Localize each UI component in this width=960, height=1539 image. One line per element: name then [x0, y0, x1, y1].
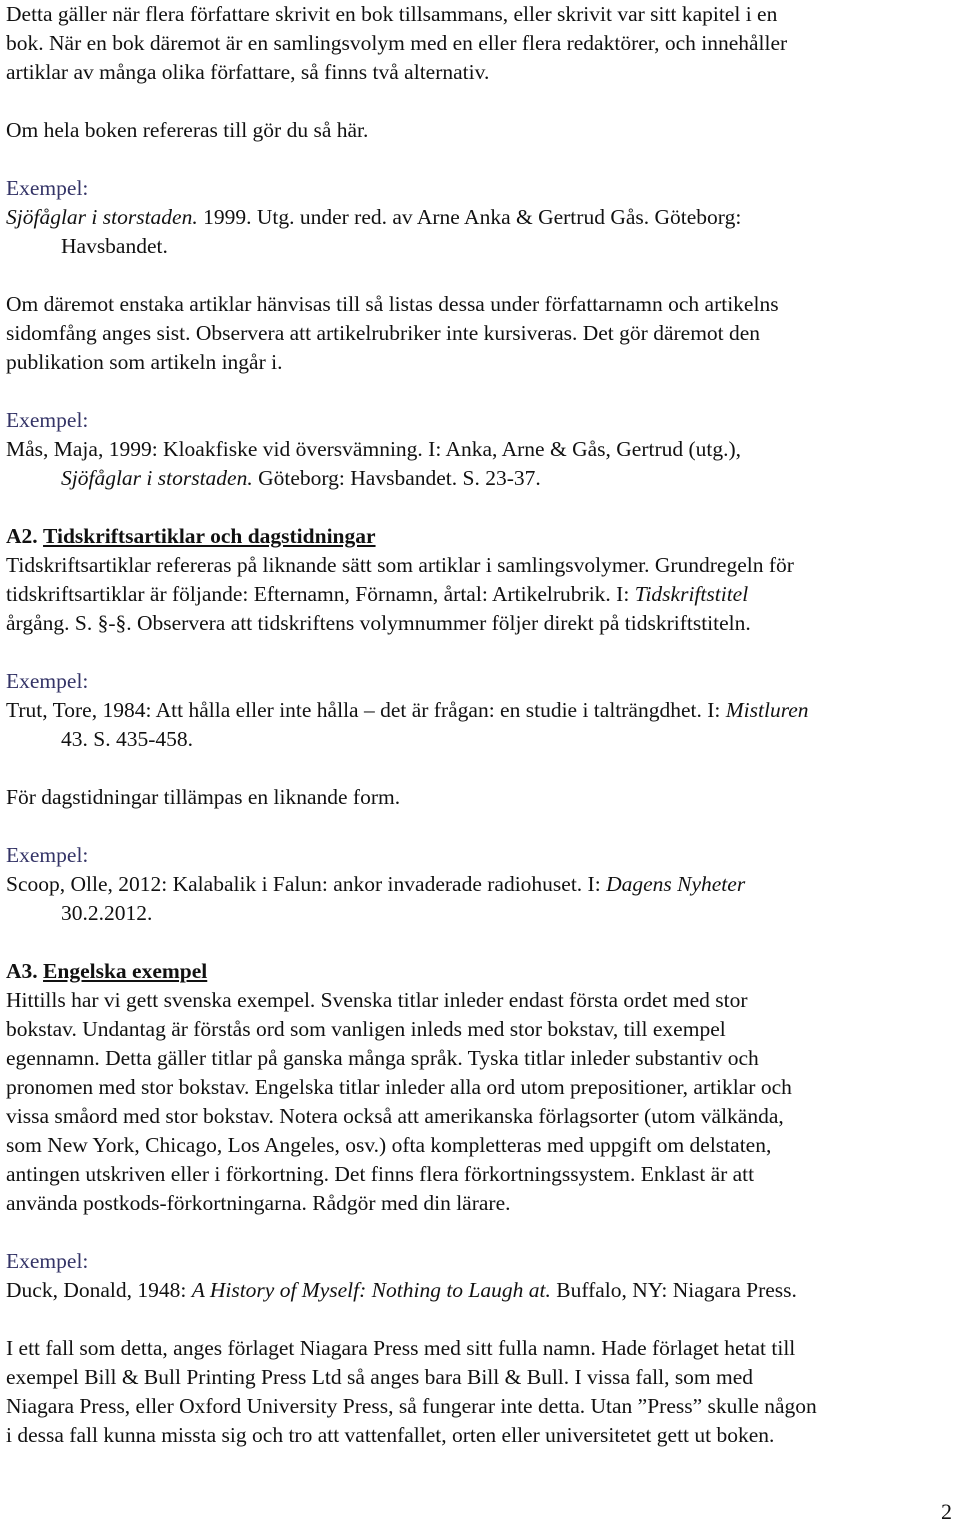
- book-title: A History of Myself: Nothing to Laugh at.: [191, 1278, 551, 1302]
- section-number: A2.: [6, 524, 38, 548]
- example-label: Exempel:: [6, 176, 89, 200]
- articles-line-3: publikation som artikeln ingår i.: [6, 350, 283, 374]
- book-title: Sjöfåglar i storstaden.: [61, 466, 253, 490]
- section-heading-a2: [6, 522, 376, 551]
- articles-line-2: sidomfång anges sist. Observera att artikelrubriker inte kursiveras. Det gör däremot den: [6, 321, 761, 345]
- a3-line: använda postkods-förkortningarna. Rådgör med din lärare.: [6, 1191, 511, 1215]
- reference-text: Duck, Donald, 1948:: [6, 1278, 192, 1302]
- a3-line: pronomen med stor bokstav. Engelska titlar inleder alla ord utom prepositioner, artiklar och: [6, 1075, 792, 1099]
- journal-title: Tidskriftstitel: [634, 582, 749, 606]
- example-label: Exempel:: [6, 408, 89, 432]
- reference-5: [6, 1276, 797, 1305]
- example-label: Exempel:: [6, 669, 89, 693]
- reference-1: [6, 203, 741, 232]
- reference-2-continued: [6, 464, 541, 493]
- a2-line-1: Tidskriftsartiklar refereras på liknande sätt som artiklar i samlingsvolymer. Grundregeln för: [6, 553, 794, 577]
- final-line: exempel Bill & Bull Printing Press Ltd så anges bara Bill & Bull. I vissa fall, som med: [6, 1365, 754, 1389]
- example-label: Exempel:: [6, 1249, 89, 1273]
- reference-text: Göteborg: Havsbandet. S. 23-37.: [252, 466, 541, 490]
- section-title: Tidskriftsartiklar och dagstidningar: [43, 524, 376, 548]
- a2-line-2: [6, 580, 748, 609]
- reference-3: [6, 696, 809, 725]
- a2-line-3: årgång. S. §-§. Observera att tidskriftens volymnummer följer direkt på tidskriftstiteln.: [6, 611, 751, 635]
- a3-line: bokstav. Undantag är förstås ord som vanligen inleds med stor bokstav, till exempel: [6, 1017, 726, 1041]
- section-heading-a3: [6, 957, 207, 986]
- a2-line-2-text: tidskriftsartiklar är följande: Efternamn, Förnamn, årtal: Artikelrubrik. I:: [6, 582, 635, 606]
- reference-text: 1999. Utg. under red. av Arne Anka & Gertrud Gås. Göteborg:: [197, 205, 742, 229]
- example-label: Exempel:: [6, 843, 89, 867]
- reference-1-continued: Havsbandet.: [61, 234, 168, 258]
- a3-line: antingen utskriven eller i förkortning. Det finns flera förkortningssystem. Enklast är att: [6, 1162, 755, 1186]
- a3-line: Hittills har vi gett svenska exempel. Svenska titlar inleder endast första ordet med stor: [6, 988, 748, 1012]
- a3-line: vissa småord med stor bokstav. Notera också att amerikanska förlagsorter (utom välkända,: [6, 1104, 784, 1128]
- reference-4-continued: 30.2.2012.: [61, 901, 153, 925]
- final-line: i dessa fall kunna missta sig och tro att vattenfallet, orten eller universitetet gett ut boken.: [6, 1423, 775, 1447]
- page-number: 2: [941, 1499, 952, 1524]
- newspaper-title: Dagens Nyheter: [606, 872, 746, 896]
- book-title: Sjöfåglar i storstaden.: [6, 205, 198, 229]
- section-number: A3.: [6, 959, 38, 983]
- daily-text: För dagstidningar tillämpas en liknande form.: [6, 785, 401, 809]
- a3-line: som New York, Chicago, Los Angeles, osv.) ofta kompletteras med uppgift om delstaten,: [6, 1133, 772, 1157]
- intro-line-3: artiklar av många olika författare, så finns två alternativ.: [6, 60, 490, 84]
- journal-title: Mistluren: [725, 698, 809, 722]
- articles-line-1: Om däremot enstaka artiklar hänvisas till så listas dessa under författarnamn och artikelns: [6, 292, 779, 316]
- intro-line-2: bok. När en bok däremot är en samlingsvolym med en eller flera redaktörer, och innehåller: [6, 31, 788, 55]
- reference-text: Buffalo, NY: Niagara Press.: [550, 1278, 797, 1302]
- reference-text: Trut, Tore, 1984: Att hålla eller inte hålla – det är frågan: en studie i talträngdhet. I:: [6, 698, 726, 722]
- reference-2: Mås, Maja, 1999: Kloakfiske vid översvämning. I: Anka, Arne & Gås, Gertrud (utg.),: [6, 437, 742, 461]
- section-title: Engelska exempel: [43, 959, 208, 983]
- intro-line-1: Detta gäller när flera författare skrivit en bok tillsammans, eller skrivit var sitt kapitel i en: [6, 2, 778, 26]
- reference-3-continued: 43. S. 435-458.: [61, 727, 193, 751]
- reference-text: Scoop, Olle, 2012: Kalabalik i Falun: ankor invaderade radiohuset. I:: [6, 872, 607, 896]
- final-line: I ett fall som detta, anges förlaget Niagara Press med sitt fulla namn. Hade förlaget hetat till: [6, 1336, 796, 1360]
- a3-line: egennamn. Detta gäller titlar på ganska många språk. Tyska titlar inleder substantiv och: [6, 1046, 759, 1070]
- final-line: Niagara Press, eller Oxford University Press, så fungerar inte detta. Utan ”Press” skulle någon: [6, 1394, 817, 1418]
- reference-4: [6, 870, 745, 899]
- whole-book-text: Om hela boken refereras till gör du så här.: [6, 118, 369, 142]
